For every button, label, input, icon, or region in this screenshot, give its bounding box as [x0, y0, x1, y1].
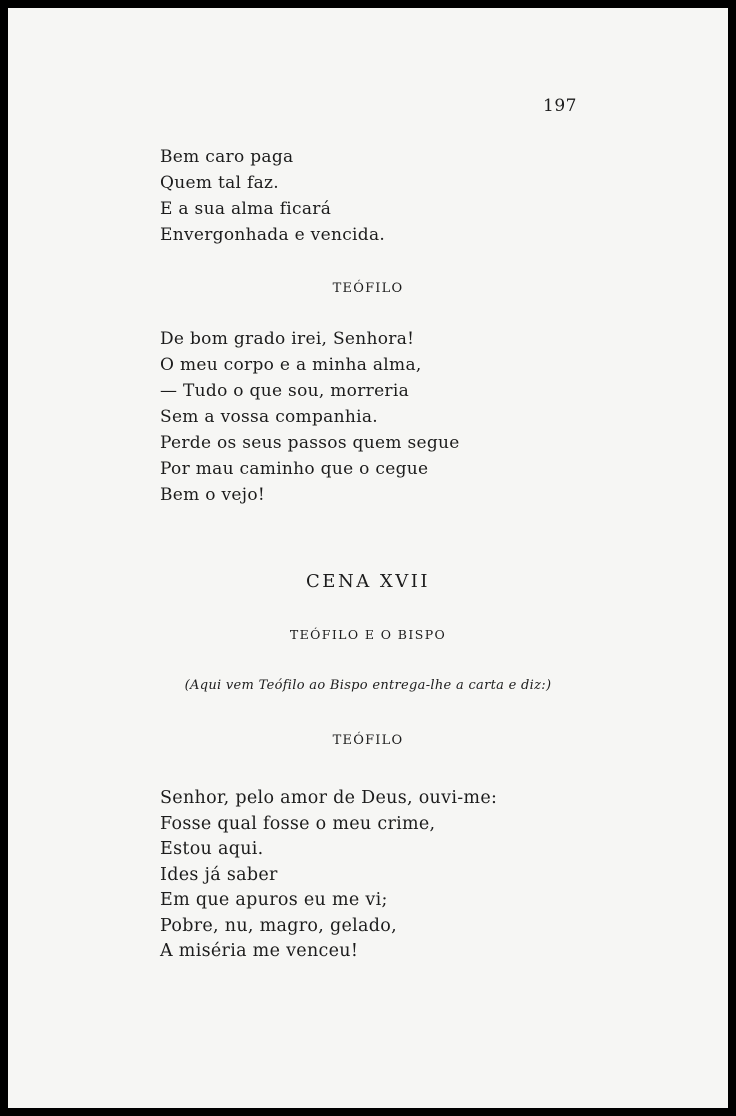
verse-line: Pobre, nu, magro, gelado,	[160, 915, 397, 936]
stage-direction: (Aqui vem Teófilo ao Bispo entrega-lhe a carta e diz:)	[184, 678, 552, 693]
verse-line: Bem caro paga	[160, 147, 294, 167]
verse-line: De bom grado irei, Senhora!	[160, 329, 415, 349]
verse-line: Sem a vossa companhia.	[160, 407, 378, 427]
verse-line: Bem o vejo!	[160, 485, 266, 505]
verse-line: Senhor, pelo amor de Deus, ouvi-me:	[160, 788, 498, 808]
verse-stanza-1	[160, 144, 385, 248]
verse-line: Envergonhada e vencida.	[160, 225, 386, 245]
verse-stanza-3	[160, 786, 497, 965]
verse-line: Em que apuros eu me vi;	[160, 890, 388, 910]
verse-line: — Tudo o que sou, morreria	[160, 381, 410, 401]
verse-stanza-2	[160, 326, 460, 508]
scene-characters: TEÓFILO E O BISPO	[289, 627, 447, 642]
speaker-name: TEÓFILO	[332, 281, 404, 296]
speaker-name: TEÓFILO	[332, 733, 404, 748]
book-page	[8, 8, 728, 1108]
verse-line: Por mau caminho que o cegue	[160, 459, 429, 479]
page-number: 197	[543, 96, 577, 116]
verse-line: E a sua alma ficará	[160, 199, 332, 219]
verse-line: Ides já saber	[160, 864, 278, 885]
verse-line: A miséria me venceu!	[160, 941, 359, 961]
verse-line: Estou aqui.	[160, 839, 264, 859]
verse-line: Quem tal faz.	[160, 173, 279, 193]
verse-line: Fosse qual fosse o meu crime,	[160, 813, 436, 834]
verse-line: O meu corpo e a minha alma,	[160, 355, 422, 375]
verse-line: Perde os seus passos quem segue	[160, 433, 460, 453]
scene-title: CENA XVII	[306, 571, 430, 592]
